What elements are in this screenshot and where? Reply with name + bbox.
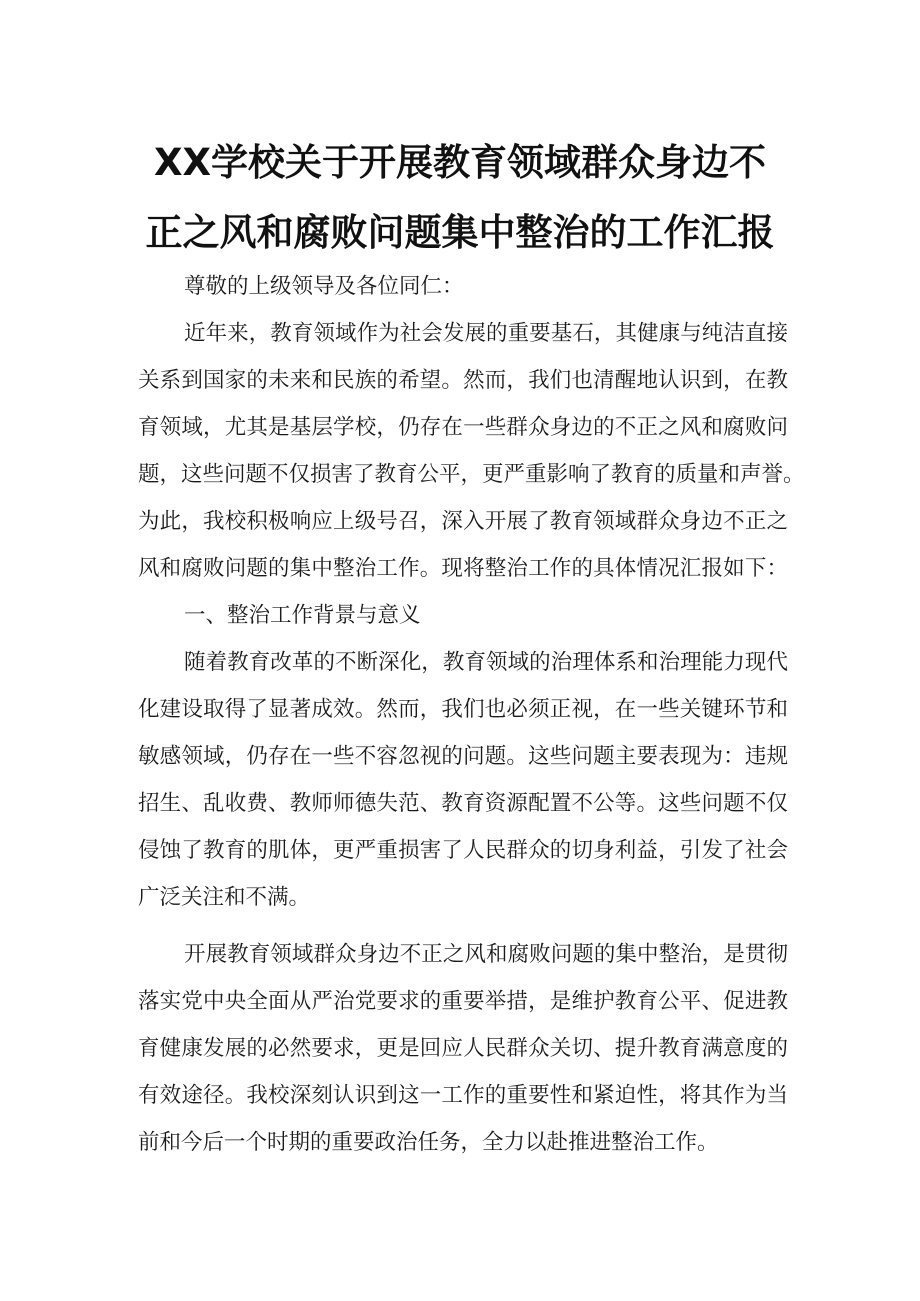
- paragraph-line: 招生、乱收费、教师师德失范、教育资源配置不公等。这些问题不仅: [138, 791, 788, 816]
- paragraph-line: 落实党中央全面从严治党要求的重要举措，是维护教育公平、促进教: [138, 989, 788, 1014]
- salutation: 尊敬的上级领导及各位同仁：: [184, 274, 464, 299]
- paragraph-line: 敏感领域，仍存在一些不容忽视的问题。这些问题主要表现为：违规: [138, 744, 788, 769]
- title-line-1: XX学校关于开展教育领域群众身边不: [153, 141, 767, 184]
- paragraph-line: 近年来，教育领域作为社会发展的重要基石，其健康与纯洁直接: [184, 321, 788, 346]
- paragraph-line: 为此，我校积极响应上级号召，深入开展了教育领域群众身边不正之: [138, 509, 788, 534]
- paragraph-line: 有效途径。我校深刻认识到这一工作的重要性和紧迫性，将其作为当: [138, 1083, 788, 1108]
- paragraph-spacer: [138, 921, 788, 931]
- paragraph-2: [138, 639, 788, 921]
- paragraph-line: 化建设取得了显著成效。然而，我们也必须正视，在一些关键环节和: [138, 697, 788, 722]
- paragraph-line: 侵蚀了教育的肌体，更严重损害了人民群众的切身利益，引发了社会: [138, 838, 788, 863]
- section-heading: 一、整治工作背景与意义: [184, 603, 421, 628]
- paragraph-line: 广泛关注和不满。: [138, 885, 311, 910]
- paragraph-line: 题，这些问题不仅损害了教育公平，更严重影响了教育的质量和声誉。: [138, 462, 805, 487]
- document-body: [138, 263, 805, 1166]
- paragraph-line: 关系到国家的未来和民族的希望。然而，我们也清醒地认识到，在教: [138, 368, 788, 393]
- paragraph-1: [138, 310, 805, 592]
- paragraph-line: 风和腐败问题的集中整治工作。现将整治工作的具体情况汇报如下：: [138, 556, 788, 581]
- paragraph-line: 育领域，尤其是基层学校，仍存在一些群众身边的不正之风和腐败问: [138, 415, 788, 440]
- document-title: [120, 128, 800, 268]
- paragraph-line: 育健康发展的必然要求，更是回应人民群众关切、提升教育满意度的: [138, 1036, 788, 1061]
- paragraph-line: 开展教育领域群众身边不正之风和腐败问题的集中整治，是贯彻: [184, 942, 788, 967]
- paragraph-line: 前和今后一个时期的重要政治任务，全力以赴推进整治工作。: [138, 1130, 719, 1155]
- paragraph-3: [138, 931, 788, 1166]
- title-line-2: 正之风和腐败问题集中整治的工作汇报: [145, 211, 775, 254]
- paragraph-line: 随着教育改革的不断深化，教育领域的治理体系和治理能力现代: [184, 650, 788, 675]
